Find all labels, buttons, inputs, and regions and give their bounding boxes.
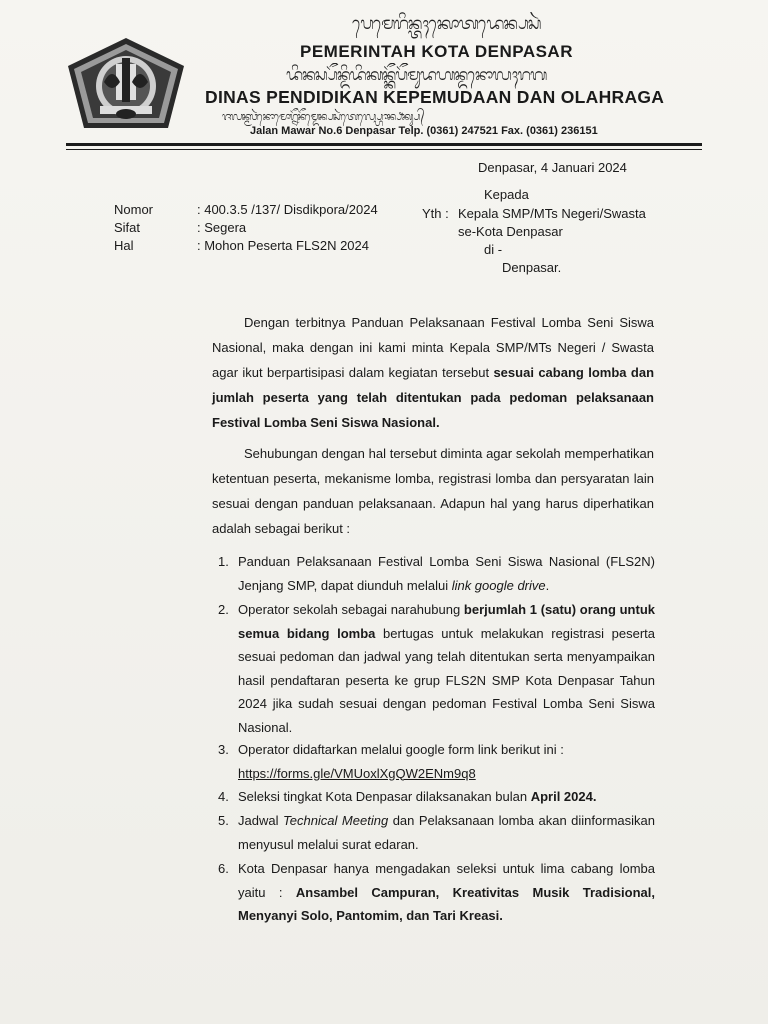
google-form-link[interactable]: https://forms.gle/VMUoxlXgQW2ENm9q8: [238, 765, 476, 781]
department-name: DINAS PENDIDIKAN KEPEMUDAAN DAN OLAHRAGA: [205, 87, 665, 107]
header-divider-thin: [66, 149, 702, 150]
hal-value: : Mohon Peserta FLS2N 2024: [197, 238, 369, 253]
balinese-script-line-2: ᬤᬶᬦᬲ᭄ᬧᭂᬦ᭄ᬤᬶᬤᬶᬓᬦ᭄ᬓᭂᬧᭂᬫᬸᬤᬳᬦ᭄ᬤᬦᭀᬮᬄᬭᬕ: [286, 65, 547, 84]
government-name: PEMERINTAH KOTA DENPASAR: [300, 42, 573, 61]
list-item-text: Operator didaftarkan melalui google form link berikut ini :: [238, 742, 564, 757]
list-item-number: 2.: [218, 602, 229, 617]
list-item-bold: April 2024.: [530, 789, 597, 804]
paragraph-intro-text: Dengan terbitnya Panduan Pelaksanaan Festival Lomba Seni Siswa Nasional, maka dengan ini kami minta Kepala SMP/MTs Negeri / Swasta agar ikut berpartisipasi dalam kegiatan tersebut: [212, 315, 654, 380]
recipient-line-4: Denpasar.: [502, 260, 562, 275]
nomor-value: : 400.3.5 /137/ Disdikpora/2024: [197, 202, 378, 217]
balinese-script-line-3: ᬚᬮᬦ᭄ᬫᬯᬃᬦᭀᬫᭀᬭ᭄ᬦᭂᬦᭂᬫ᭄ᬤᬾᬦ᭄ᬧᬲᬃᬢᬾᬮ᭄ᬧ᭄ᬳᭀᬦ᭄ᬨᬓ᭄ᬲ᭄: [222, 110, 424, 123]
recipient-line-3: di -: [484, 242, 503, 257]
list-item-text: Operator sekolah sebagai narahubung: [238, 602, 464, 617]
list-item-text: Jadwal: [238, 813, 283, 828]
sifat-value: : Segera: [197, 220, 247, 235]
list-item-number: 4.: [218, 789, 229, 804]
recipient-yth: Yth :: [422, 206, 449, 221]
paragraph-intro-bold: sesuai cabang lomba dan jumlah peserta yang telah ditentukan pada pedoman pelaksanaan Festival Lomba Seni Siswa Nasional.: [212, 365, 655, 430]
list-item-bold: berjumlah 1 (satu) orang untuk semua bidang lomba: [238, 602, 655, 641]
nomor-label: Nomor: [114, 202, 154, 217]
list-item-italic: Technical Meeting: [282, 813, 389, 828]
list-item-text-end: .: [545, 577, 550, 593]
office-address: Jalan Mawar No.6 Denpasar Telp. (0361) 247521 Fax. (0361) 236151: [250, 125, 598, 137]
list-item-text: Kota Denpasar hanya mengadakan seleksi untuk lima cabang lomba yaitu :: [238, 861, 655, 900]
list-item-number: 6.: [218, 861, 229, 876]
header-divider-thick: [66, 143, 702, 146]
recipient-line-1: Kepala SMP/MTs Negeri/Swasta: [458, 206, 646, 221]
list-item-number: 5.: [218, 813, 229, 828]
list-item-text-end: bertugas untuk melakukan registrasi peserta sesuai pedoman dan jadwal yang telah ditentukan serta menyampaikan hasil pendaftaran peserta ke grup FLS2N SMP Kota Denpasar Tahun 2024 jika sudah sesuai dengan pedoman Festival Lomba Seni Siswa Nasional.: [238, 625, 655, 735]
list-item-italic: link google drive: [451, 577, 546, 593]
recipient-kepada: Kepada: [484, 187, 529, 202]
hal-label: Hal: [114, 238, 134, 253]
recipient-line-2: se-Kota Denpasar: [458, 224, 563, 239]
paragraph-context: Sehubungan dengan hal tersebut diminta agar sekolah memperhatikan ketentuan peserta, mekanisme lomba, registrasi lomba dan persyaratan lain sesuai dengan panduan pelaksanaan. Adapun hal yang harus diperhatikan adalah sebagai berikut :: [212, 446, 654, 536]
balinese-script-line-1: ᬧᬾᬫᬾᬭᬶᬦ᭄ᬢᬄᬓᭀᬢᬤᬾᬦ᭄ᬧᬲᬃ: [352, 14, 541, 34]
denpasar-crest-icon: [64, 36, 188, 132]
list-item-number: 1.: [218, 554, 229, 569]
list-item-number: 3.: [218, 742, 229, 757]
list-item-bold: Ansambel Campuran, Kreativitas Musik Tradisional, Menyanyi Solo, Pantomim, dan Tari Kreasi.: [238, 884, 656, 923]
paragraph-intro: [212, 310, 654, 435]
list-item-text-end: dan Pelaksanaan lomba akan diinformasikan menyusul melalui surat edaran.: [238, 813, 655, 852]
list-item-text: Seleksi tingkat Kota Denpasar dilaksanakan bulan: [238, 789, 531, 804]
letter-date: Denpasar, 4 Januari 2024: [478, 160, 627, 175]
list-item-text: Panduan Pelaksanaan Festival Lomba Seni Siswa Nasional (FLS2N) Jenjang SMP, dapat diunduh melalui: [238, 554, 655, 593]
sifat-label: Sifat: [114, 220, 141, 235]
